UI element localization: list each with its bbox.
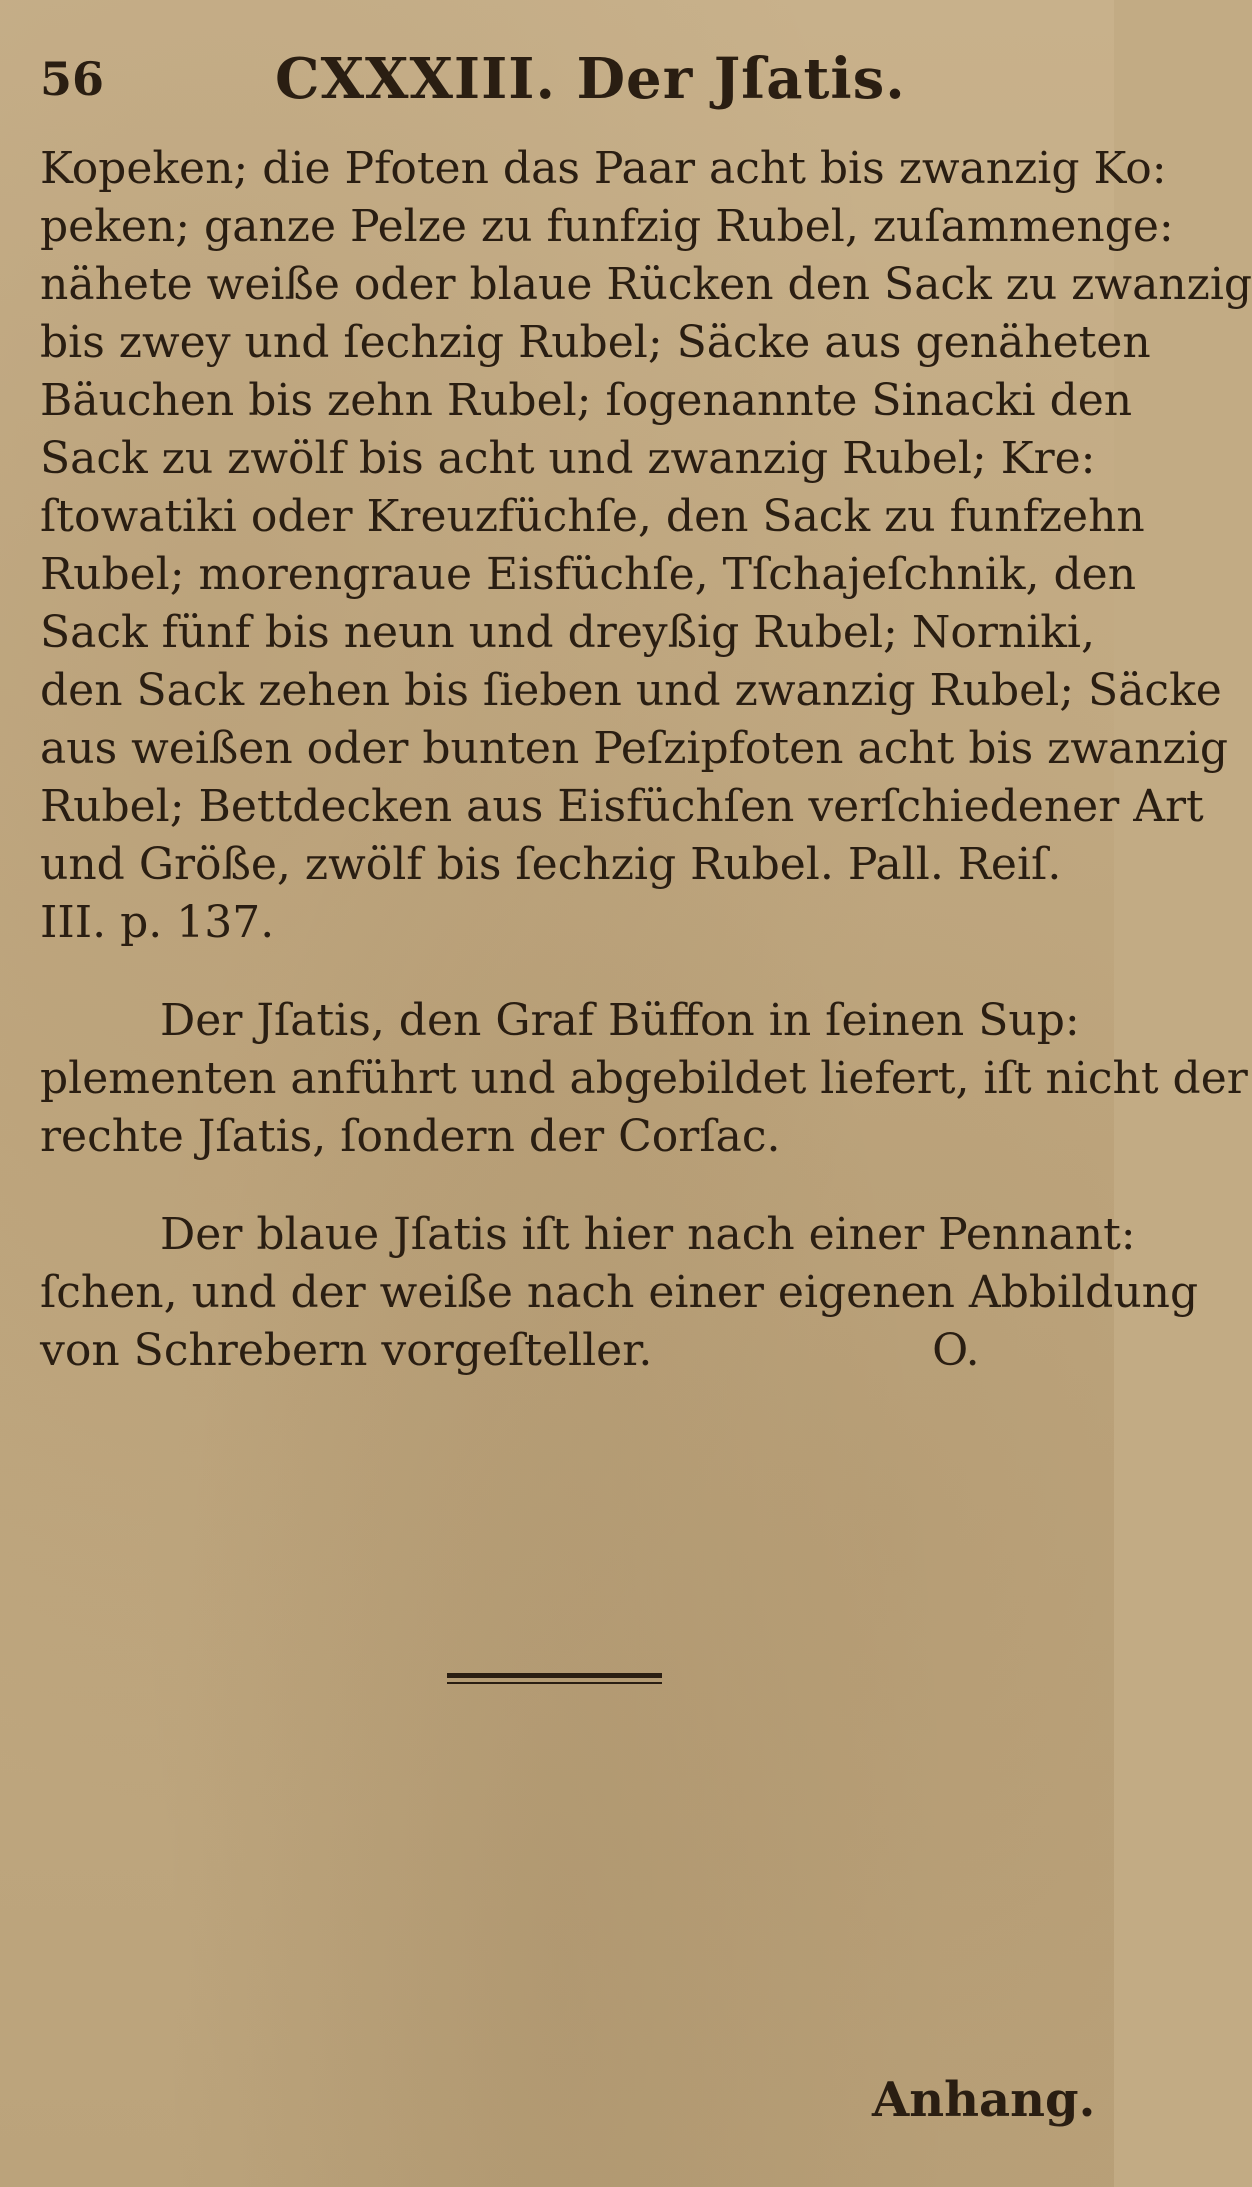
text-line: III. p. 137. <box>40 897 275 948</box>
divider-rule-thick <box>447 1673 662 1678</box>
text-line: plementen anführt und abgebildet liefert, iſt nicht der <box>40 1053 1248 1104</box>
body-text <box>40 140 1252 1380</box>
divider-rule-thin <box>447 1682 662 1684</box>
text-line: den Sack zehen bis ſieben und zwanzig Rubel; Säcke <box>40 665 1222 716</box>
paragraph-1 <box>40 140 1252 952</box>
paragraph-gap <box>40 1166 1080 1206</box>
text-line: Sack zu zwölf bis acht und zwanzig Rubel; Kre: <box>40 433 1096 484</box>
paragraph-gap <box>40 952 1080 992</box>
page-header <box>40 40 1080 120</box>
text-line: von Schrebern vorgeſteller. O. <box>40 1325 980 1376</box>
text-line: peken; ganze Pelze zu funfzig Rubel, zuſammenge: <box>40 201 1174 252</box>
text-line: Der Jſatis, den Graf Büffon in ſeinen Sup: <box>160 995 1080 1046</box>
page-number: 56 <box>40 52 105 106</box>
text-line: ſtowatiki oder Kreuzfüchſe, den Sack zu funfzehn <box>40 491 1145 542</box>
paragraph-3 <box>40 1206 1199 1380</box>
paragraph-2 <box>40 992 1248 1166</box>
text-line: Der blaue Jſatis iſt hier nach einer Pennant: <box>160 1209 1136 1260</box>
text-line: bis zwey und ſechzig Rubel; Säcke aus genäheten <box>40 317 1151 368</box>
text-line: Kopeken; die Pfoten das Paar acht bis zwanzig Ko: <box>40 143 1167 194</box>
text-line: aus weißen oder bunten Peſzipfoten acht bis zwanzig <box>40 723 1228 774</box>
text-line: und Größe, zwölf bis ſechzig Rubel. Pall. Reiſ. <box>40 839 1062 890</box>
text-line: Bäuchen bis zehn Rubel; ſogenannte Sinacki den <box>40 375 1133 426</box>
running-head: CXXXIII. Der Jſatis. <box>275 46 906 112</box>
text-line: Rubel; Bettdecken aus Eisfüchſen verſchiedener Art <box>40 781 1204 832</box>
section-divider <box>447 1673 662 1687</box>
catchword: Anhang. <box>872 2072 1096 2128</box>
text-line: ſchen, und der weiße nach einer eigenen Abbildung <box>40 1267 1199 1318</box>
text-line: Rubel; morengraue Eisfüchſe, Tſchajeſchnik, den <box>40 549 1137 600</box>
text-line: nähete weiße oder blaue Rücken den Sack zu zwanzig <box>40 259 1252 310</box>
text-line: Sack fünf bis neun und dreyßig Rubel; Norniki, <box>40 607 1095 658</box>
text-line: rechte Jſatis, ſondern der Corſac. <box>40 1111 781 1162</box>
